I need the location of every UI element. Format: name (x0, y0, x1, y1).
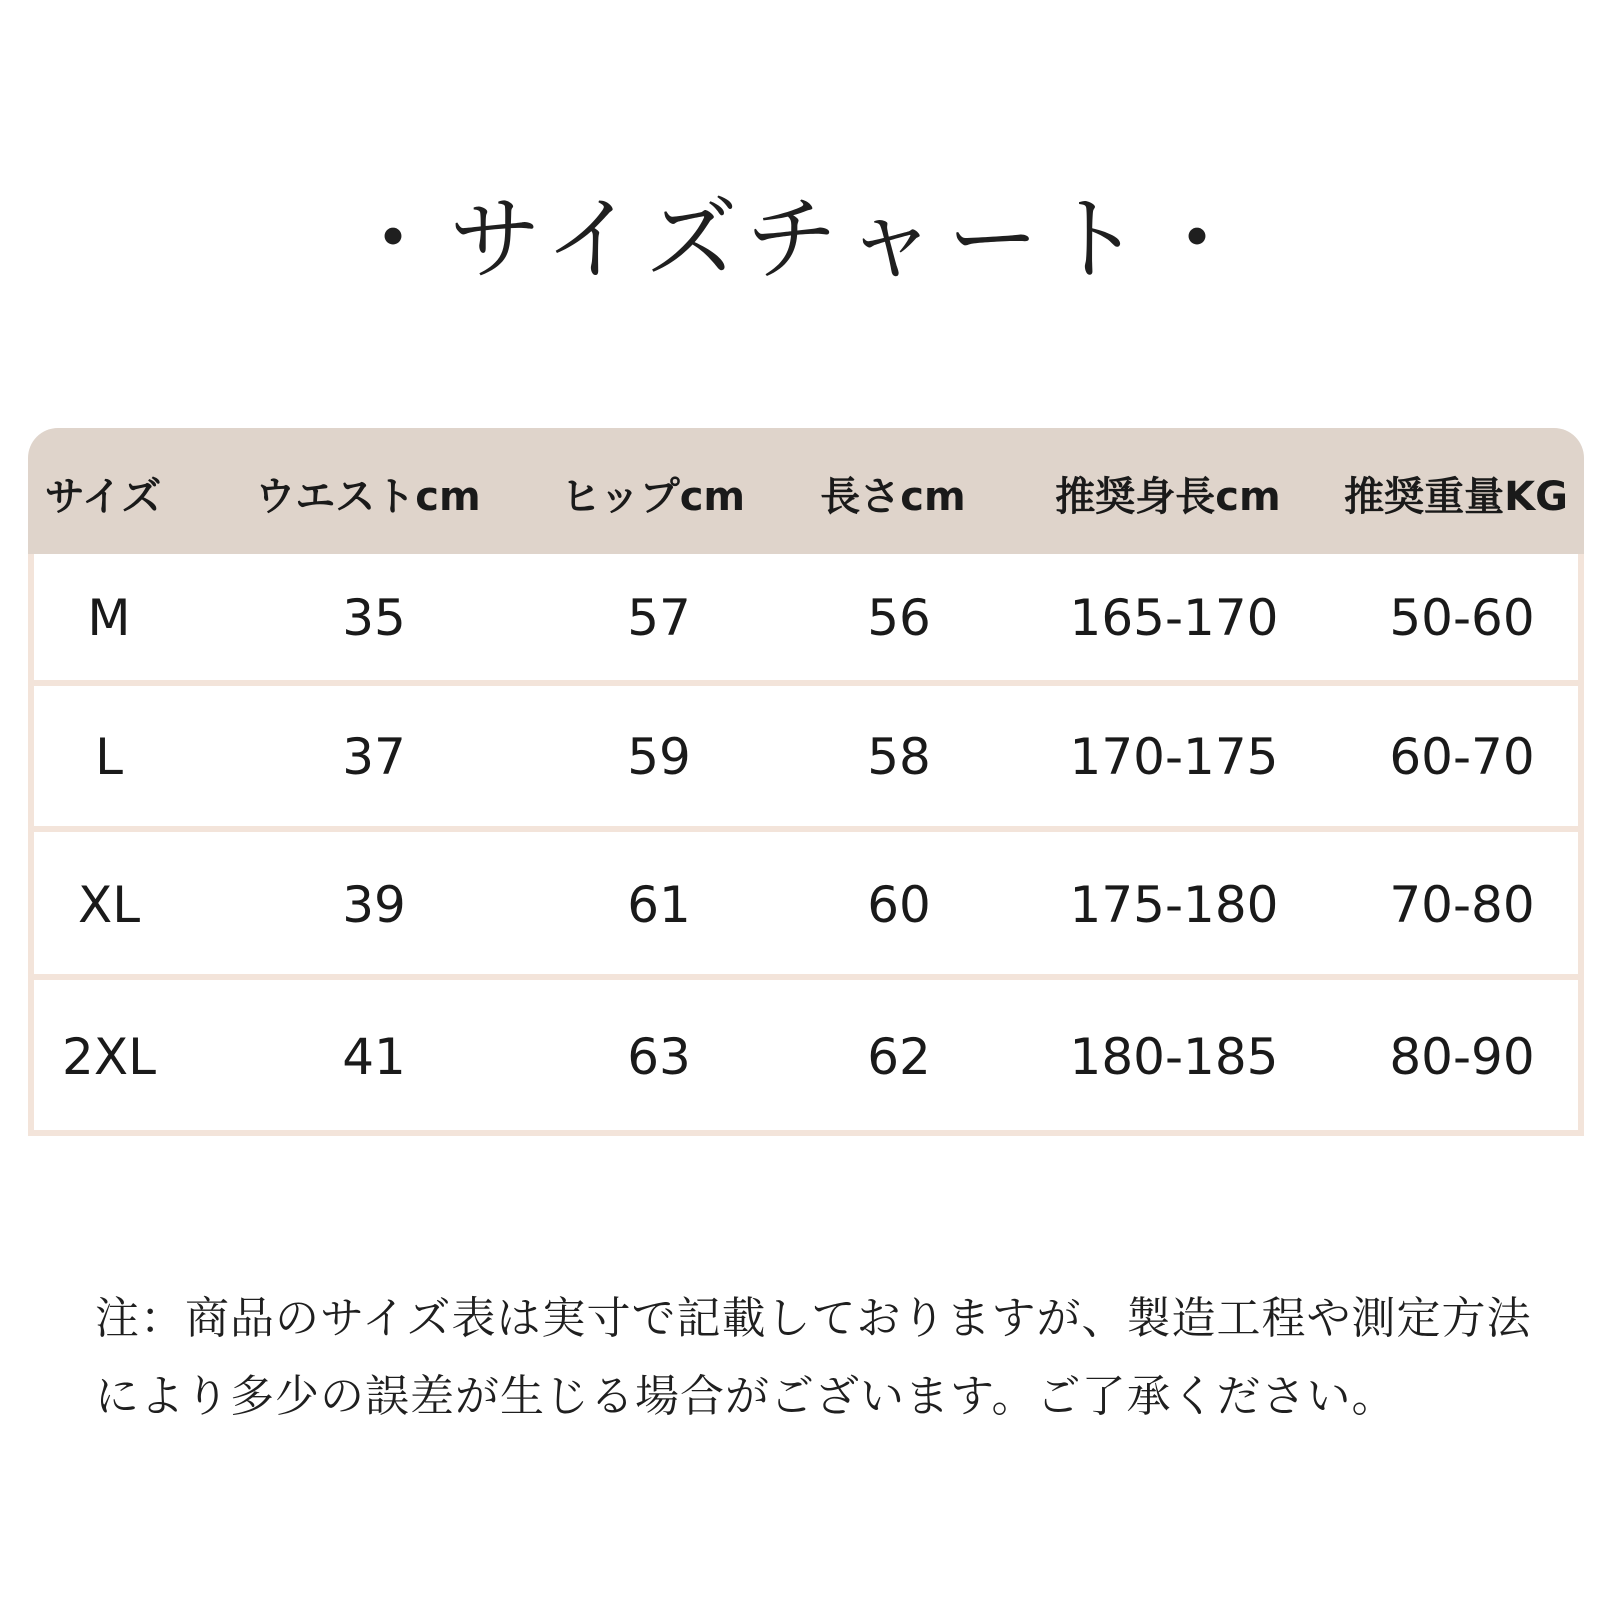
cell-length: 56 (867, 589, 931, 647)
cell-length: 62 (867, 1028, 931, 1086)
cell-height: 170-175 (1069, 728, 1279, 786)
table-row (34, 832, 1578, 980)
table-header (28, 428, 1584, 554)
table-row (34, 554, 1578, 686)
header-size: サイズ (44, 474, 162, 520)
cell-waist: 41 (342, 1028, 406, 1086)
cell-size: 2XL (62, 1028, 156, 1086)
page-title: ・サイズチャート・ (346, 186, 1254, 293)
table-row (34, 686, 1578, 832)
cell-hip: 63 (627, 1028, 691, 1086)
cell-length: 60 (867, 876, 931, 934)
cell-waist: 35 (342, 589, 406, 647)
header-hip: ヒップcm (560, 474, 746, 520)
header-recommended-weight: 推奨重量KG (1344, 474, 1568, 520)
cell-weight: 60-70 (1389, 728, 1535, 786)
cell-hip: 61 (627, 876, 691, 934)
size-note: 注：商品のサイズ表は実寸で記載しておりますが、製造工程や測定方法により多少の誤差が生じる場合がございます。ご了承ください。 (95, 1293, 1532, 1422)
cell-height: 165-170 (1069, 589, 1279, 647)
cell-size: M (87, 589, 131, 647)
cell-hip: 57 (627, 589, 691, 647)
cell-height: 180-185 (1069, 1028, 1279, 1086)
cell-weight: 80-90 (1389, 1028, 1535, 1086)
header-recommended-height: 推奨身長cm (1055, 474, 1281, 520)
table-row (34, 980, 1578, 1130)
cell-size: XL (77, 876, 141, 934)
table-body (28, 554, 1584, 1136)
size-chart-table (28, 428, 1584, 1136)
cell-hip: 59 (627, 728, 691, 786)
cell-waist: 39 (342, 876, 406, 934)
cell-size: L (95, 728, 123, 786)
cell-waist: 37 (342, 728, 406, 786)
cell-length: 58 (867, 728, 931, 786)
cell-height: 175-180 (1069, 876, 1279, 934)
cell-weight: 70-80 (1389, 876, 1535, 934)
header-waist: ウエストcm (255, 474, 481, 520)
cell-weight: 50-60 (1389, 589, 1535, 647)
header-length: 長さcm (820, 474, 966, 520)
